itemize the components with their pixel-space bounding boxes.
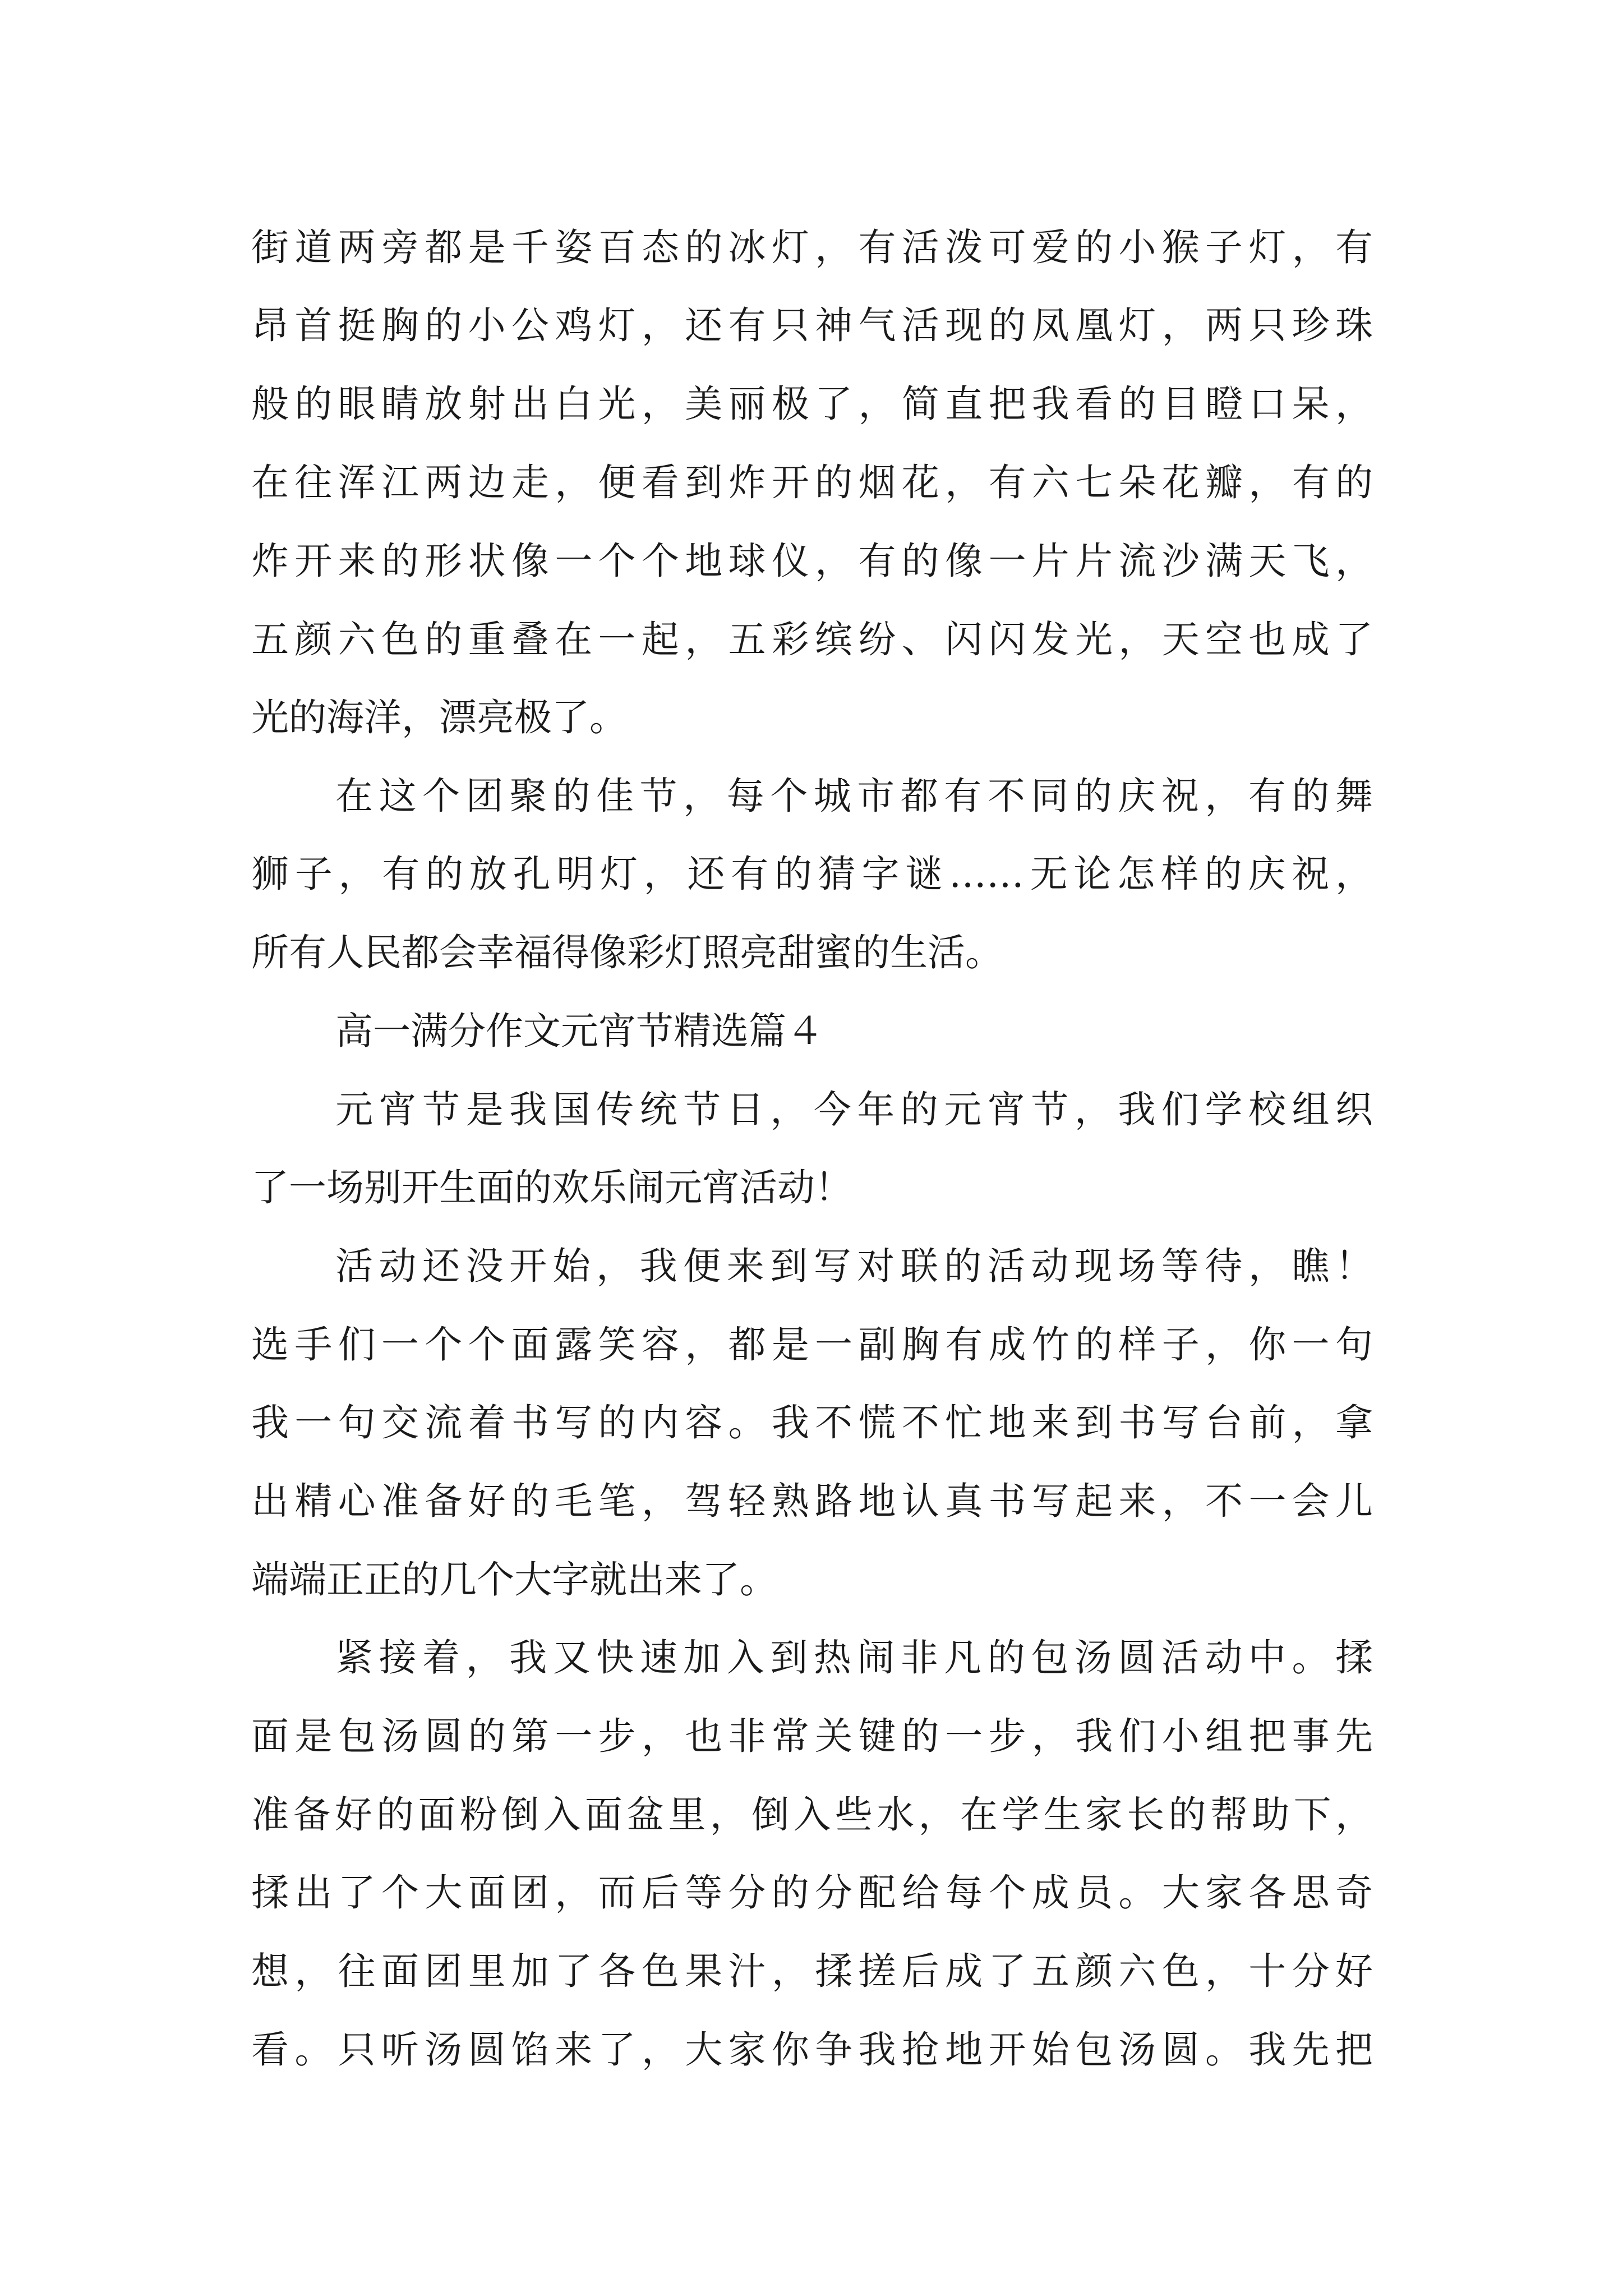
text-line: 般的眼睛放射出白光，美丽极了，简直把我看的目瞪口呆， [251,382,1373,426]
text-line: 面是包汤圆的第一步，也非常关键的一步，我们小组把事先 [251,1714,1373,1758]
text-line: 出精心准备好的毛笔，驾轻熟路地认真书写起来，不一会儿 [251,1479,1373,1523]
text-line: 狮子，有的放孔明灯，还有的猜字谜……无论怎样的庆祝， [251,852,1373,896]
paragraph-first-line: 在这个团聚的佳节，每个城市都有不同的庆祝，有的舞 [335,774,1373,818]
text-line: 街道两旁都是千姿百态的冰灯，有活泼可爱的小猴子灯，有 [251,226,1373,269]
text-line: 在往浑江两边走，便看到炸开的烟花，有六七朵花瓣，有的 [251,461,1373,504]
text-line: 选手们一个个面露笑容，都是一副胸有成竹的样子，你一句 [251,1323,1373,1366]
text-line: 光的海洋，漂亮极了。 [251,696,627,739]
paragraph-first-line: 活动还没开始，我便来到写对联的活动现场等待，瞧！ [335,1244,1373,1288]
text-line: 炸开来的形状像一个个地球仪，有的像一片片流沙满天飞， [251,539,1373,583]
text-line: 看。只听汤圆馅来了，大家你争我抢地开始包汤圆。我先把 [251,2028,1373,2072]
text-line: 我一句交流着书写的内容。我不慌不忙地来到书写台前，拿 [251,1401,1373,1444]
text-line: 五颜六色的重叠在一起，五彩缤纷、闪闪发光，天空也成了 [251,618,1373,661]
text-line: 昂首挺胸的小公鸡灯，还有只神气活现的凤凰灯，两只珍珠 [251,303,1373,347]
text-line: 准备好的面粉倒入面盆里，倒入些水，在学生家长的帮助下， [251,1793,1373,1837]
text-line: 所有人民都会幸福得像彩灯照亮甜蜜的生活。 [251,931,1003,974]
section-heading: 高一满分作文元宵节精选篇４ [335,1009,824,1053]
paragraph-first-line: 元宵节是我国传统节日，今年的元宵节，我们学校组织 [335,1088,1373,1131]
text-line: 想，往面团里加了各色果汁，揉搓后成了五颜六色，十分好 [251,1949,1373,1993]
paragraph-first-line: 紧接着，我又快速加入到热闹非凡的包汤圆活动中。揉 [335,1636,1373,1680]
text-line: 端端正正的几个大字就出来了。 [251,1558,777,1602]
text-line: 揉出了个大面团，而后等分的分配给每个成员。大家各思奇 [251,1871,1373,1915]
text-line: 了一场别开生面的欢乐闹元宵活动！ [251,1166,852,1209]
